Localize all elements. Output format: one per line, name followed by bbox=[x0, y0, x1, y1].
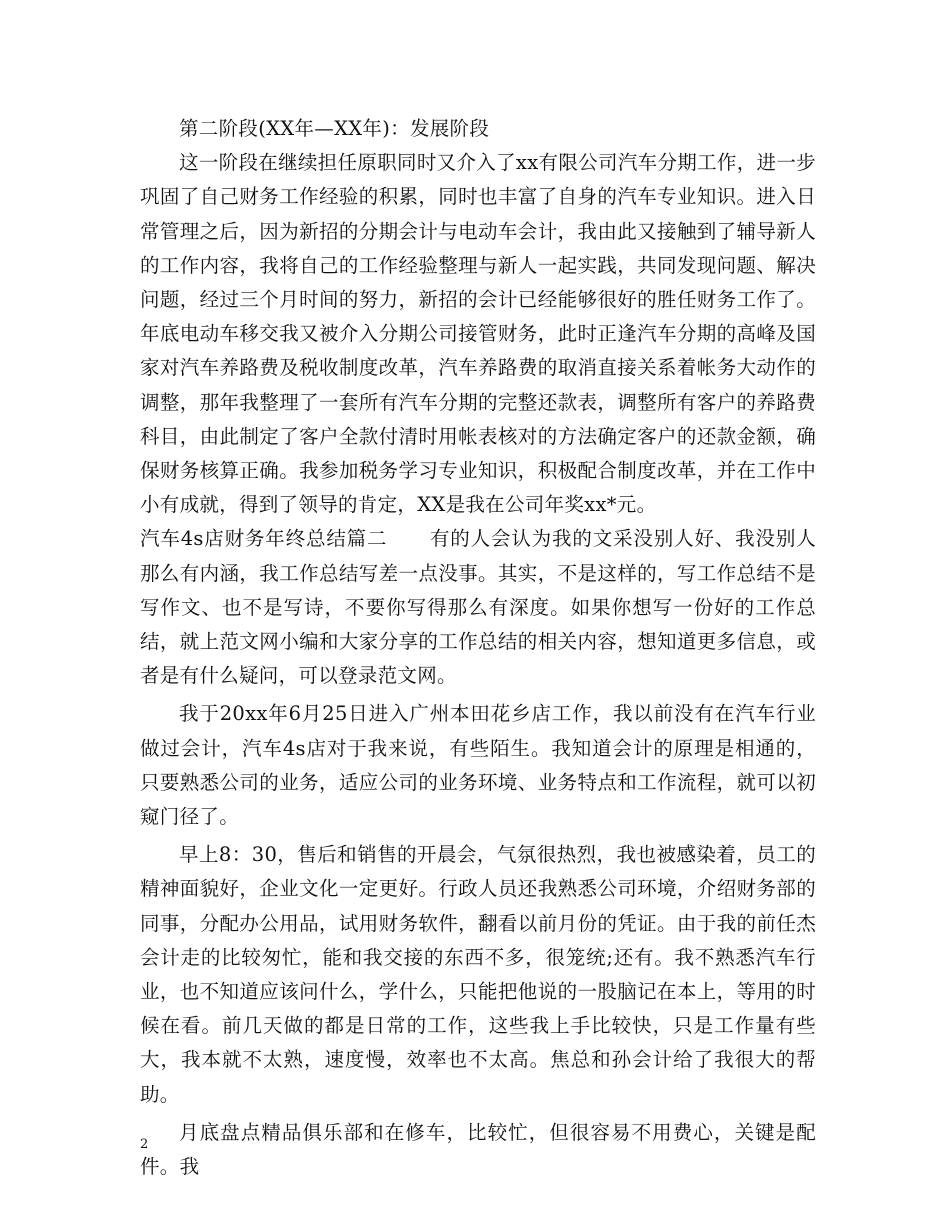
section-heading: 第二阶段(XX年—XX年)：发展阶段 bbox=[179, 117, 490, 140]
paragraph-1: 这一阶段在继续担任原职同时又介入了xx有限公司汽车分期工作，进一步巩固了自己财务工作经验的积累，同时也丰富了自身的汽车专业知识。进入日常管理之后，因为新招的分期会计与电动车会计，我由此又接触到了辅导新人的工作内容，我将自己的工作经验整理与新人一起实践，共同发现问题、解决问题，经过三个月时间的努力，新招的会计已经能够很好的胜任财务工作了。年底电动车移交我又被介入分期公司接管财务，此时正逢汽车分期的高峰及国家对汽车养路费及税收制度改革，汽车养路费的取消直接关系着帐务大动作的调整，那年我整理了一套所有汽车分期的完整还款表，调整所有客户的养路费科目，由此制定了客户全款付清时用帐表核对的方法确定客户的还款金额，确保财务核算正确。我参加税务学习专业知识，积极配合制度改革，并在工作中小有成就，得到了领导的肯定，XX是我在公司年奖xx*元。 bbox=[140, 151, 816, 517]
paragraph-5: 月底盘点精品俱乐部和在修车，比较忙，但很容易不用费心，关键是配件。我 bbox=[140, 1120, 816, 1179]
paragraph-3: 我于20xx年6月25日进入广州本田花乡店工作，我以前没有在汽车行业做过会计，汽车4s店对于我来说，有些陌生。我知道会计的原理是相通的，只要熟悉公司的业务，适应公司的业务环境、业务特点和工作流程，就可以初窥门径了。 bbox=[140, 702, 816, 829]
paragraph-4: 早上8：30，售后和销售的开晨会，气氛很热烈，我也被感染着，员工的精神面貌好，企业文化一定更好。行政人员还我熟悉公司环境，介绍财务部的同事，分配办公用品，试用财务软件，翻看以前月份的凭证。由于我的前任杰会计走的比较匆忙，能和我交接的东西不多，很笼统;还有。我不熟悉汽车行业，也不知道应该问什么，学什么，只能把他说的一股脑记在本上，等用的时候在看。前几天做的都是日常的工作，这些我上手比较快，只是工作量有些大，我本就不太熟，速度慢，效率也不太高。焦总和孙会计给了我很大的帮助。 bbox=[140, 843, 816, 1106]
page-number: 2 bbox=[140, 1137, 149, 1152]
article-title: 汽车4s店财务年终总结篇二 bbox=[140, 527, 388, 551]
paragraph-2: 有的人会认为我的文采没别人好、我没别人那么有内涵，我工作总结写差一点没事。其实，不是这样的，写工作总结不是写作文、也不是写诗，不要你写得那么有深度。如果你想写一份好的工作总结，就上范文网小编和大家分享的工作总结的相关内容，想知道更多信息，或者是有什么疑问，可以登录范文网。 bbox=[140, 527, 816, 688]
article-block bbox=[140, 522, 816, 693]
document-body bbox=[140, 112, 816, 1184]
